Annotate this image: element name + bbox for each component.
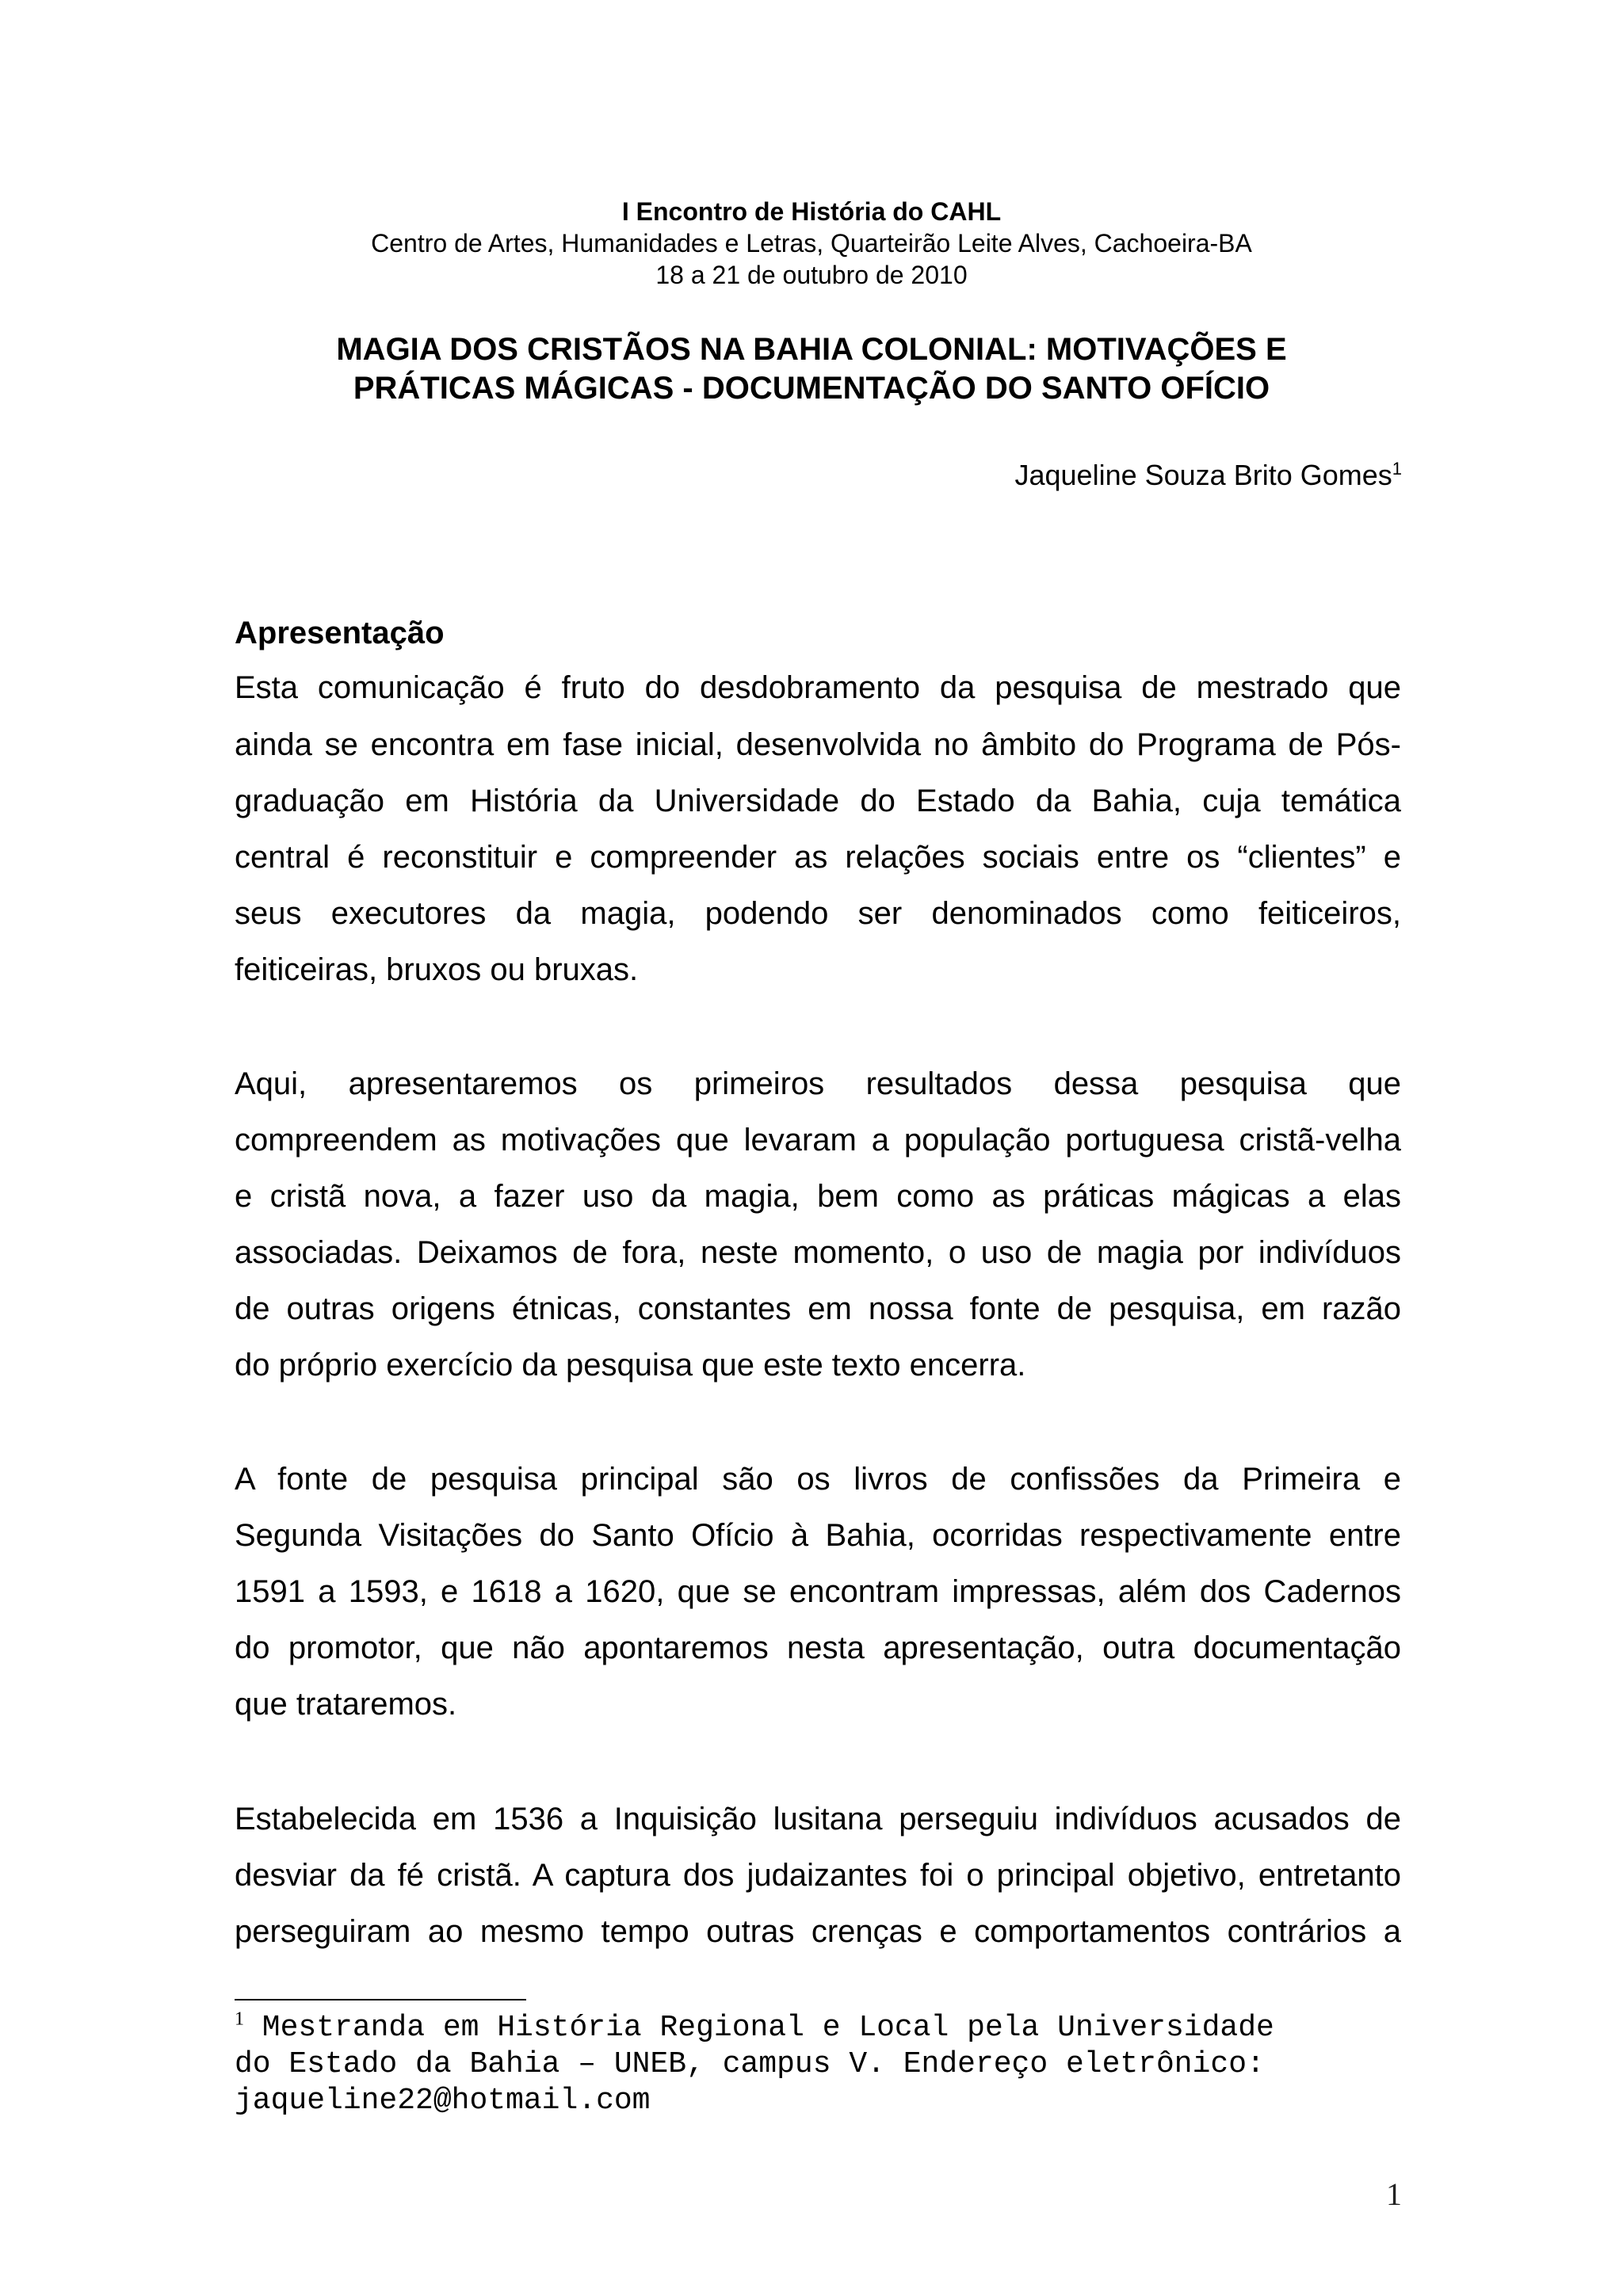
paragraph-line: seus executores da magia, podendo ser denominados como feiticeiros, [235,896,1401,931]
paragraph-line: central é reconstituir e compreender as relações sociais entre os “clientes” e [235,840,1401,875]
paragraph-line: de outras origens étnicas, constantes em nossa fonte de pesquisa, em razão [235,1291,1401,1326]
footnote-separator [235,1999,526,2000]
paragraph-line: A fonte de pesquisa principal são os livros de confissões da Primeira e [235,1462,1401,1497]
paragraph-line: do próprio exercício da pesquisa que este texto encerra. [235,1348,1026,1383]
author-name [1014,458,1402,493]
paragraph-line: 1591 a 1593, e 1618 a 1620, que se encontram impressas, além dos Cadernos [235,1574,1401,1609]
author-name-text: Jaqueline Souza Brito Gomes [1014,459,1392,491]
paragraph-line: Aqui, apresentaremos os primeiros resultados dessa pesquisa que [235,1066,1401,1101]
paragraph-line: associadas. Deixamos de fora, neste momento, o uso de magia por indivíduos [235,1235,1401,1270]
paragraph-line: perseguiram ao mesmo tempo outras crenças e comportamentos contrários a [235,1914,1401,1949]
event-dates: 18 a 21 de outubro de 2010 [655,261,968,289]
paragraph-line: Segunda Visitações do Santo Ofício à Bahia, ocorridas respectivamente entre [235,1518,1401,1553]
paragraph-line: feiticeiras, bruxos ou bruxas. [235,952,639,987]
paragraph-line: Esta comunicação é fruto do desdobramento da pesquisa de mestrado que [235,670,1401,705]
footnote-marker: 1 [235,2008,244,2030]
footnote-email: jaqueline22@hotmail.com [235,2084,651,2118]
paragraph-line: Estabelecida em 1536 a Inquisição lusitana perseguiu indivíduos acusados de [235,1802,1401,1836]
paragraph-line: e cristã nova, a fazer uso da magia, bem como as práticas mágicas a elas [235,1179,1401,1214]
paragraph-line: graduação em História da Universidade do Estado da Bahia, cuja temática [235,784,1401,818]
section-heading: Apresentação [235,616,445,650]
page-number: 1 [1386,2176,1402,2212]
footnote-text-1: Mestranda em História Regional e Local pela Universidade [244,2011,1274,2045]
paper-title-line-2: PRÁTICAS MÁGICAS - DOCUMENTAÇÃO DO SANTO OFÍCIO [353,371,1270,406]
paragraph-line: do promotor, que não apontaremos nesta apresentação, outra documentação [235,1630,1401,1665]
paper-title-line-1: MAGIA DOS CRISTÃOS NA BAHIA COLONIAL: MOTIVAÇÕES E [336,332,1287,367]
footnote-line-1 [235,2010,1401,2046]
author-footnote-ref: 1 [1392,459,1402,479]
event-title: I Encontro de História do CAHL [621,197,1002,226]
paragraph-line: que trataremos. [235,1687,457,1722]
paragraph-line: compreendem as motivações que levaram a população portuguesa cristã-velha [235,1123,1401,1158]
paragraph-line: desviar da fé cristã. A captura dos judaizantes foi o principal objetivo, entretanto [235,1858,1401,1893]
event-venue: Centro de Artes, Humanidades e Letras, Quarteirão Leite Alves, Cachoeira-BA [371,229,1252,257]
footnote-line-2: do Estado da Bahia – UNEB, campus V. Endereço eletrônico: [235,2047,1265,2081]
paragraph-line: ainda se encontra em fase inicial, desenvolvida no âmbito do Programa de Pós- [235,727,1401,762]
